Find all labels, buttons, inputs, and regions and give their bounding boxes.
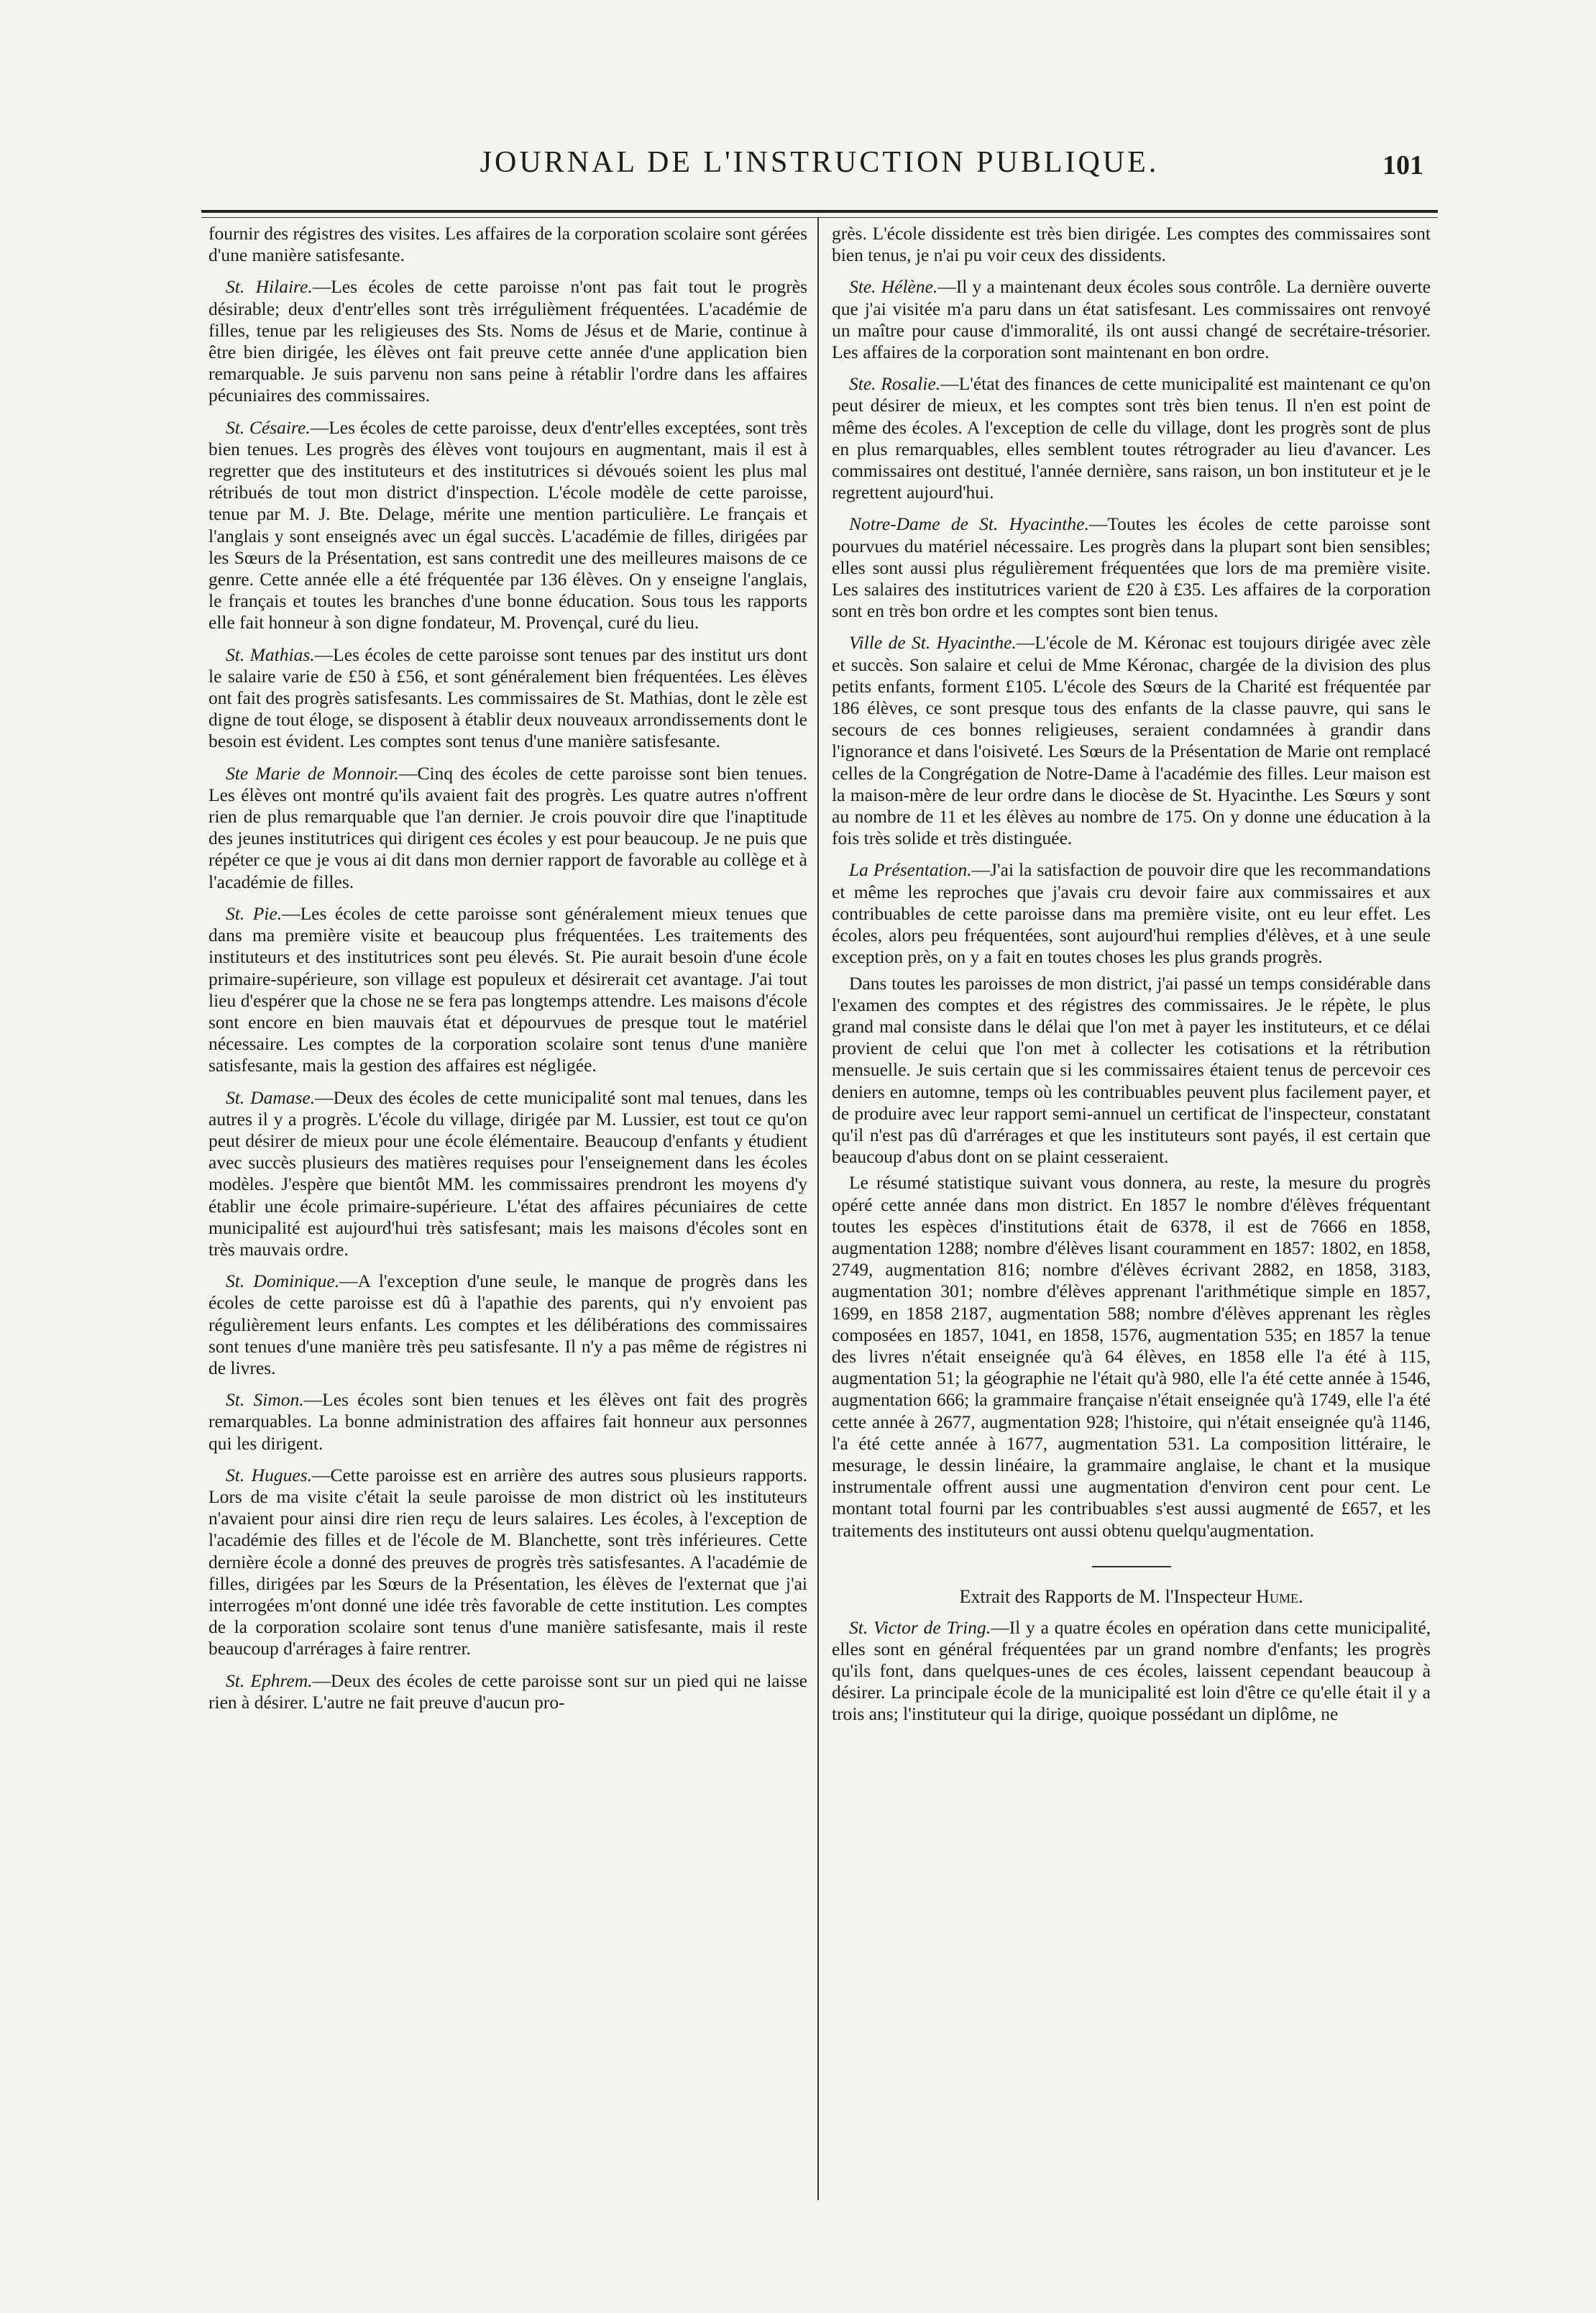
paragraph-text: —L'état des finances de cette municipalité est maintenant ce qu'on peut désirer de mieux, et les comptes sont très bien tenus. Il n'en est point de même des écoles. A l'exception de celle du village, dont les progrès sont de plus en plus remarquables, elles semblent toutes rétrograder au lieu d'avancer. Les commissaires ont destitué, l'année dernière, sans raison, un bon instituteur et je le regrettent aujourd'hui.	[832, 373, 1431, 503]
section-heading: St. Dominique.	[226, 1270, 340, 1292]
paragraph	[208, 417, 807, 634]
paragraph-text: —Il y a quatre écoles en opération dans cette municipalité, elles sont en général fréquentées par un grand nombre d'enfants; les progrès qu'ils font, dans quelques-unes de ces écoles, laissent cependant beaucoup à désirer. La principale école de la municipalité est loin d'être ce qu'elle était il y a trois ans; l'instituteur qui la dirige, quoique possédant un diplôme, ne	[832, 1616, 1431, 1725]
right-column-body	[832, 223, 1431, 1542]
paragraph-text: —Les écoles de cette paroisse n'ont pas fait tout le progrès désirable; deux d'entr'elles sont très irrégulièment fréquentées. L'académie de filles, tenue par les religieuses des Sts. Noms de Jésus et de Marie, continue à être bien dirigée, les élèves ont fait preuve cette année d'une application bien remarquable. Je suis parvenu non sans peine à rétablir l'ordre dans les affaires pécuniaires des commissaires.	[208, 276, 807, 406]
section-heading: St. Victor de Tring.	[849, 1616, 991, 1638]
paragraph	[208, 1087, 807, 1261]
text-columns	[208, 223, 1431, 2200]
paragraph	[832, 859, 1431, 968]
header-rule	[201, 210, 1438, 213]
paragraph	[208, 1670, 807, 1713]
paragraph	[832, 973, 1431, 1168]
paragraph-text: —J'ai la satisfaction de pouvoir dire que les recommandations et même les reproches que j'avais cru devoir faire aux commissaires et aux contribuables de cette paroisse dans ma première visite, ont eu leur effet. Les écoles, alors peu fréquentées, sont aujourd'hui remplies d'élèves, et à une seule exception près, on y a fait en toutes choses les plus grands progrès.	[832, 859, 1431, 968]
paragraph-text: —Il y a maintenant deux écoles sous contrôle. La dernière ouverte que j'ai visitée m'a paru dans un état satisfesant. Les commissaires ont renvoyé un maître pour cause d'immoralité, ils ont aussi changé de secrétaire-trésorier. Les affaires de la corporation sont maintenant en bon ordre.	[832, 276, 1431, 363]
paragraph-text: Dans toutes les paroisses de mon district, j'ai passé un temps considérable dans l'examen des comptes et des régistres des commissaires. Je le répète, le plus grand mal consiste dans le délai que l'on met à payer les instituteurs, et ce délai provient de celui que l'on met à collecter les cotisations et la rétribution mensuelle. Je suis certain que si les commissaires étaient tenus de percevoir ces deniers en automne, temps où les contribuables peuvent plus facilement payer, et de produire avec leur rapport semi-annuel un certificat de l'inspecteur, constatant qu'il n'est pas dû d'arrérages et que les instituteurs sont payés, il est certain que beaucoup d'abus dont on se plaint cesseraient.	[832, 972, 1431, 1168]
paragraph	[208, 644, 807, 753]
paragraph	[832, 1617, 1431, 1726]
paragraph	[208, 1270, 807, 1379]
header-rule-thin	[201, 217, 1438, 218]
section-rule	[1092, 1566, 1171, 1567]
paragraph	[832, 632, 1431, 849]
paragraph	[208, 223, 807, 266]
paragraph-text: —Toutes les écoles de cette paroisse sont pourvues du matériel nécessaire. Les progrès dans la plupart sont bien sensibles; elles sont aussi plus régulièrement fréquentées que lors de ma première visite. Les salaires des institutrices varient de £20 à £35. Les affaires de la corporation sont en très bon ordre et les comptes sont bien tenus.	[832, 513, 1431, 622]
section-heading: Ste. Hélène.	[849, 276, 938, 298]
section-heading: St. Ephrem.	[226, 1670, 313, 1691]
paragraph-text: grès. L'école dissidente est très bien dirigée. Les comptes des commissaires sont bien tenus, je n'ai pu voir ceux des dissidents.	[832, 223, 1431, 266]
section-heading: St. Mathias.	[226, 643, 315, 665]
section-heading: St. Damase.	[226, 1086, 316, 1108]
paragraph-text: —Deux des écoles de cette paroisse sont sur un pied qui ne laisse rien à désirer. L'autre ne fait preuve d'aucun pro-	[208, 1670, 807, 1713]
page-number: 101	[1382, 150, 1423, 180]
paragraph-text: —L'école de M. Kéronac est toujours dirigée avec zèle et succès. Son salaire et celui de Mme Kéronac, chargée de la division des plus petits enfants, forment £105. L'école des Sœurs de la Charité est fréquentée par 186 élèves, ce sont presque tous des enfants de la classe pauvre, qui sans le secours de ces bonnes religieuses, seraient condamnées à grandir dans l'ignorance et dans l'oisiveté. Les Sœurs de la Présentation de Marie ont remplacé celles de la Congrégation de Notre-Dame à l'académie des filles. Leur maison est la maison-mère de leur ordre dans le diocèse de St. Hyacinthe. Les Sœurs y sont au nombre de 11 et les élèves au nombre de 175. On y donne une éducation à la fois très solide et très distinguée.	[832, 632, 1431, 849]
paragraph	[832, 276, 1431, 363]
right-column	[819, 223, 1431, 2200]
paragraph-text: —Les écoles sont bien tenues et les élèves ont fait des progrès remarquables. La bonne administration des affaires fait honneur aux personnes qui les dirigent.	[208, 1389, 807, 1454]
paragraph	[208, 763, 807, 893]
section-heading: St. Césaire.	[226, 416, 311, 438]
paragraph	[832, 373, 1431, 503]
section-heading: Ste. Rosalie.	[849, 373, 941, 395]
section-heading: La Présentation.	[849, 859, 972, 881]
paragraph	[832, 223, 1431, 266]
section-heading: St. Hugues.	[226, 1464, 312, 1485]
page-header	[208, 115, 1431, 187]
section-heading: St. Hilaire.	[226, 276, 313, 298]
paragraph	[208, 1465, 807, 1660]
inspector-name: Hume.	[1256, 1585, 1303, 1607]
section-heading: St. Pie.	[226, 902, 283, 924]
section-heading: Notre-Dame de St. Hyacinthe.	[849, 513, 1089, 535]
paragraph-text: —Les écoles de cette paroisse, deux d'entr'elles exceptées, sont très bien tenues. Les progrès des élèves vont toujours en augmentant, mais il est à regretter que des instituteurs et des institutrices si dévoués soient les plus mal rétribués de tout mon district d'inspection. L'école modèle de cette paroisse, tenue par M. J. Bte. Delage, mérite une mention particulière. Le français et l'anglais y sont enseignés avec un égal succès. L'académie de filles, dirigées par les Sœurs de la Présentation, est sans contredit une des meilleures maisons de ce genre. Cette année elle a été fréquentée par 136 élèves. On y enseigne l'anglais, le français et toutes les branches d'une bonne éducation. Sous tous les rapports elle fait honneur à son digne fondateur, M. Provençal, curé du lieu.	[208, 416, 807, 633]
extract-body	[832, 1617, 1431, 1726]
left-column	[208, 223, 817, 2200]
extract-title-prefix: Extrait des Rapports de M. l'Inspecteur	[959, 1585, 1252, 1607]
paragraph	[208, 1389, 807, 1455]
section-heading: Ste Marie de Monnoir.	[226, 762, 399, 784]
paragraph-text: —Cinq des écoles de cette paroisse sont bien tenues. Les élèves ont montré qu'ils avaient fait des progrès. Les quatre autres n'offrent rien de plus remarquable que l'an dernier. Je crois pouvoir dire que l'inaptitude des jeunes institutrices qui dirigent ces écoles y est pour beaucoup. Je ne puis que répéter ce que je vous ai dit dans mon dernier rapport de favorable au collège et à l'académie de filles.	[208, 762, 807, 892]
paragraph-text: —Les écoles de cette paroisse sont généralement mieux tenues que dans ma première visite et beaucoup plus fréquentées. Les traitements des instituteurs et des institutrices sont peu élevés. St. Pie aurait besoin d'une école primaire-supérieure, son village est populeux et désirerait cet avantage. J'ai tout lieu d'espérer que la chose ne se fera pas longtemps attendre. Les maisons d'école sont encore en bien mauvais état et dépourvues de presque tout le matériel nécessaire. Les comptes de la corporation scolaire sont tenus d'une manière satisfesante, mais la gestion des affaires est négligée.	[208, 902, 807, 1076]
paragraph-text: —Deux des écoles de cette municipalité sont mal tenues, dans les autres il y a progrès. L'école du village, dirigée par M. Lussier, est tout ce qu'on peut désirer de mieux pour une école élémentaire. Beaucoup d'enfants y étudient avec succès plusieurs des matières requises pour l'enseignement dans les écoles modèles. J'espère que bientôt MM. les commissaires prendront les moyens d'y établir une école primaire-supérieure. L'état des affaires pécuniaires de cette municipalité est aujourd'hui très satisfesant; mais les maisons d'écoles sont en très mauvais ordre.	[208, 1086, 807, 1260]
extract-title	[832, 1586, 1431, 1608]
paragraph-text: fournir des régistres des visites. Les affaires de la corporation scolaire sont gérées d'une manière satisfesante.	[208, 223, 807, 266]
paragraph	[832, 1172, 1431, 1541]
section-heading: Ville de St. Hyacinthe.	[849, 632, 1017, 654]
paragraph-text: —Cette paroisse est en arrière des autres sous plusieurs rapports. Lors de ma visite c'était la seule paroisse de mon district où les instituteurs n'avaient pour ainsi dire rien reçu de leurs salaires. Les écoles, à l'exception de l'académie des filles et de l'école de M. Blanchette, sont très inférieures. Cette dernière école a donné des preuves de progrès très satisfesantes. A l'académie de filles, dirigées par les Sœurs de la Présentation, les élèves de l'externat que j'ai interrogées m'ont donné une idée très favorable de cette institution. Les comptes de la corporation scolaire sont tenus d'une manière satisfesante, mais il reste beaucoup d'arrérages à faire rentrer.	[208, 1464, 807, 1659]
paragraph	[208, 276, 807, 406]
paragraph	[208, 903, 807, 1077]
paragraph	[832, 513, 1431, 622]
journal-page	[208, 115, 1431, 2200]
paragraph-text: Le résumé statistique suivant vous donnera, au reste, la mesure du progrès opéré cette année dans mon district. En 1857 le nombre d'élèves fréquentant toutes les espèces d'institutions était de 6378, il est de 7666 en 1858, augmentation 1288; nombre d'élèves lisant couramment en 1857: 1802, en 1858, 2749, augmentation 816; nombre d'élèves écrivant 2882, en 1858, 3183, augmentation 301; nombre d'élèves apprenant l'arithmétique simple en 1857, 1699, en 1858 2187, augmentation 588; nombre d'élèves apprenant les règles composées en 1857, 1041, en 1858, 1576, augmentation 535; en 1857 la tenue des livres n'était enseignée qu'à 64 élèves, en 1858 elle l'a été à 115, augmentation 51; la géographie ne l'était qu'à 980, elle l'a été cette année à 1546, augmentation 666; la grammaire française n'était enseignée qu'à 1749, elle l'a été cette année à 2677, augmentation 928; l'histoire, qui n'était enseignée qu'à 1146, l'a été cette année à 1677, augmentation 531. La composition littéraire, le mesurage, le dessin linéaire, la grammaire anglaise, le chant et la musique instrumentale offrent aussi une augmentation d'environ cent pour cent. Le montant total fourni par les contribuables s'est aussi augmenté de £657, et les traitements des instituteurs ont aussi obtenu quelqu'augmentation.	[832, 1172, 1431, 1541]
running-title: JOURNAL DE L'INSTRUCTION PUBLIQUE.	[480, 146, 1160, 179]
paragraph-text: —Les écoles de cette paroisse sont tenues par des institut urs dont le salaire varie de £50 à £56, et sont généralement bien fréquentées. Les élèves ont fait des progrès satisfesants. Les commissaires de St. Mathias, dont le zèle est digne de tout éloge, se disposent à établir deux nouveaux arrondissements dont le besoin est évident. Les comptes sont tenus d'une manière satisfesante.	[208, 643, 808, 752]
section-heading: St. Simon.	[226, 1389, 304, 1411]
paragraph-text: —A l'exception d'une seule, le manque de progrès dans les écoles de cette paroisse est dû à l'apathie des parents, qui n'y envoient pas régulièrement leurs enfants. Les comptes et les délibérations des commissaires sont tenues d'une manière très peu satisfesante. Il n'y a pas même de régistres ni de livres.	[208, 1270, 808, 1378]
